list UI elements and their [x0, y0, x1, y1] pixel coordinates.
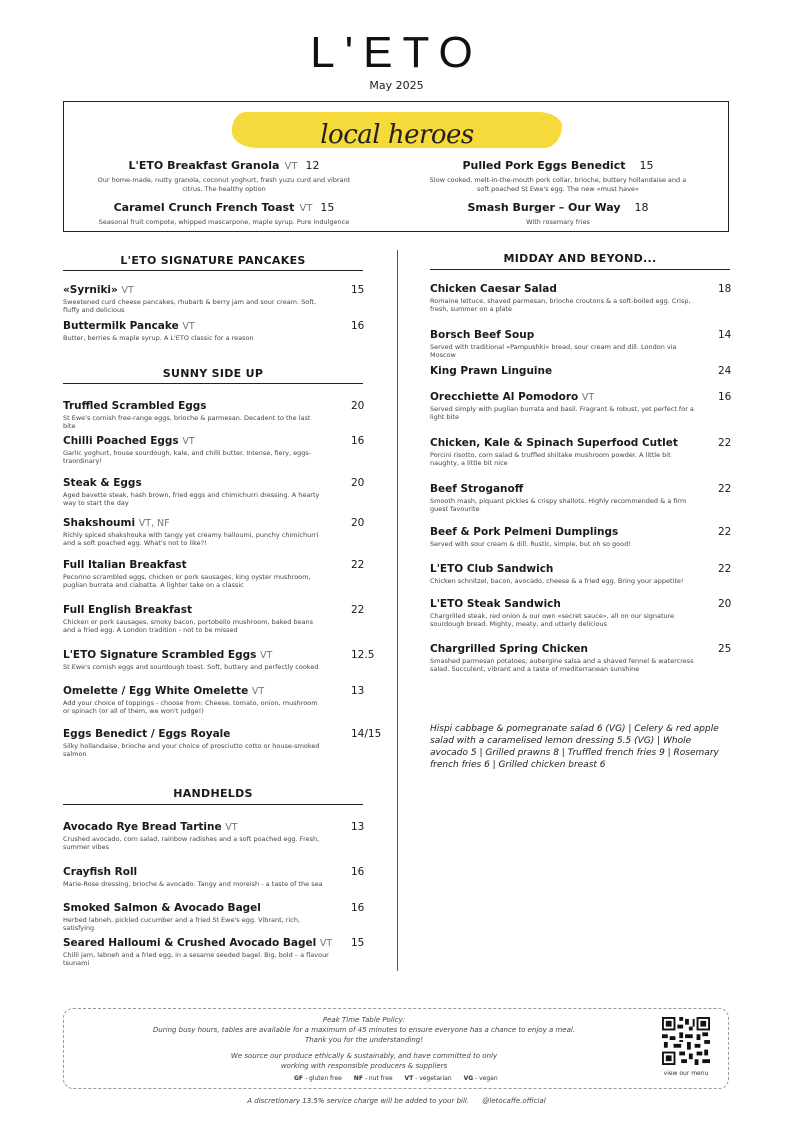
item-name: Beef Stroganoff	[430, 483, 524, 495]
item-name: Caramel Crunch French Toast	[113, 201, 295, 214]
item-name: Orecchiette Al Pomodoro	[430, 391, 579, 403]
footer-note: A discretionary 13.5% service charge will be added to your bill. @letocaffe.official	[247, 1097, 546, 1105]
item-desc: Served with sour cream & dill. Rustic, simple, but oh so good!	[430, 540, 631, 548]
heroes-title: local heroes	[320, 120, 474, 150]
item-desc: Pecorino scrambled eggs, chicken or pork sausages, king oyster mushroom, puglian burrata and ciabatta. A lighter take on a classic	[63, 573, 311, 590]
item-desc: Chargrilled steak, red onion & our own «secret sauce», all on our signature sourdough bread. Mighty, meaty, and utterly delicious	[430, 612, 675, 629]
item-name: Crayfish Roll	[63, 866, 138, 878]
menu-item	[63, 477, 365, 508]
section-title-handhelds: HANDHELDS	[173, 787, 253, 800]
column-divider	[397, 250, 398, 971]
item-desc: St Ewe's cornish free-range eggs, brioche & parmesan. Decadent to the last bite	[63, 414, 311, 431]
item-desc: Our home-made, nutty granola, coconut yoghurt, fresh yuzu curd and vibrant citrus. The healthy option	[97, 176, 351, 193]
item-price: 13	[351, 685, 365, 697]
item-price: 15	[639, 159, 654, 172]
item-tag: VT	[121, 285, 134, 296]
policy-text: During busy hours, tables are available for a maximum of 45 minutes to ensure everyone has a chance to enjoy a meal.	[152, 1026, 576, 1034]
menu-item	[430, 598, 732, 629]
menu-item	[63, 284, 365, 315]
item-name: Shakshoumi	[63, 517, 136, 529]
item-tag: VT	[260, 650, 273, 661]
menu-item	[430, 329, 732, 360]
item-name: Full Italian Breakfast	[63, 559, 187, 571]
hero-item	[74, 196, 374, 227]
menu-item	[63, 728, 382, 759]
section-title-pancakes: L'ETO SIGNATURE PANCAKES	[120, 254, 306, 267]
menu-item	[430, 391, 732, 422]
menu-item	[63, 604, 365, 635]
item-price: 16	[351, 435, 365, 447]
item-price: 22	[718, 437, 732, 449]
item-name: Chargrilled Spring Chicken	[430, 643, 589, 655]
legend-code: VT	[404, 1075, 414, 1082]
item-name: Full English Breakfast	[63, 604, 193, 616]
item-price: 16	[718, 391, 732, 403]
item-name: Seared Halloumi & Crushed Avocado Bagel	[63, 937, 317, 949]
item-tag: VT	[581, 392, 595, 403]
item-desc: Smashed parmesan potatoes, aubergine salsa and a shaved fennel & watercress salad. Succulent, vibrant and a taste of mediterranean sunshine	[430, 657, 694, 674]
item-name: Truffled Scrambled Eggs	[63, 400, 207, 412]
legend-label: - nut free	[362, 1075, 393, 1082]
item-name: Buttermilk Pancake	[63, 320, 179, 332]
item-price: 25	[718, 643, 732, 655]
item-name: Avocado Rye Bread Tartine	[63, 821, 222, 833]
item-price: 12	[305, 159, 320, 172]
item-desc: Served with traditional «Pampushki» bread, sour cream and dill. London via Moscow	[430, 343, 677, 360]
item-desc: Add your choice of toppings - choose from: Cheese, tomato, onion, mushroom or spinach (or all of them, we won't judge!)	[63, 699, 318, 716]
item-name: Eggs Benedict / Eggs Royale	[63, 728, 231, 740]
item-desc: Butter, berries & maple syrup. A L'ETO classic for a reason	[63, 334, 254, 342]
menu-date: May 2025	[369, 79, 424, 92]
item-desc: Silky hollandaise, brioche and your choice of prosciutto cotto or house-smoked salmon	[63, 742, 320, 759]
menu-item	[63, 517, 365, 548]
item-desc: Sweetened curd cheese pancakes, rhubarb & berry jam and sour cream. Soft, fluffy and delicious	[63, 298, 317, 315]
item-name: Chicken Caesar Salad	[430, 283, 557, 295]
item-price: 15	[351, 284, 365, 296]
policy-box	[63, 1008, 729, 1089]
heroes-banner-brushstroke	[232, 112, 562, 148]
hero-item	[74, 154, 374, 194]
item-desc: Marie-Rose dressing, brioche & avocado. Tangy and moreish - a taste of the sea	[63, 880, 323, 888]
item-price: 14	[718, 329, 732, 341]
item-name: Pulled Pork Eggs Benedict	[462, 159, 626, 172]
sourcing-text: working with responsible producers & suppliers	[280, 1062, 448, 1070]
item-name: «Syrniki»	[63, 284, 118, 296]
item-desc: Garlic yoghurt, house sourdough, kale, and chilli butter. Intense, fiery, eggs-traordinary!	[63, 449, 312, 466]
item-desc: Richly spiced shakshouka with tangy yet creamy halloumi, punchy chimichurri and a soft poached egg. What's not to like?!	[63, 531, 319, 548]
item-name: Chicken, Kale & Spinach Superfood Cutlet	[430, 437, 678, 449]
section-rule	[63, 383, 363, 384]
local-heroes-box	[63, 101, 729, 232]
item-price: 22	[718, 563, 732, 575]
item-tag: VT	[182, 321, 195, 332]
item-price: 24	[718, 365, 732, 377]
section-rule	[430, 269, 730, 270]
item-tag: VT	[182, 436, 195, 447]
item-price: 15	[320, 201, 335, 214]
sides-list: Hispi cabbage & pomegranate salad 6 (VG) | Celery & red apple salad with a caramelised lemon dressing 5.5 (VG) | Whole avocado 5 | Grilled prawns 8 | Truffled french fries 9 | Rosemary french fries 6 | Grilled chicken breast 6	[430, 724, 719, 771]
item-desc: Aged bavette steak, hash brown, fried eggs and chimichurri dressing. A hearty way to start the day	[63, 491, 320, 508]
item-name: L'ETO Club Sandwich	[430, 563, 554, 575]
item-price: 16	[351, 866, 365, 878]
section-rule	[63, 270, 363, 271]
menu-item	[63, 821, 365, 852]
item-price: 16	[351, 320, 365, 332]
menu-item	[63, 937, 365, 968]
legend-code: GF	[294, 1075, 304, 1082]
item-desc: Crushed avocado, corn salad, rainbow radishes and a soft poached egg. Fresh, summer vibes	[63, 835, 320, 852]
item-price: 14/15	[351, 728, 382, 740]
legend-code: VG	[463, 1075, 474, 1082]
item-tag: VT	[299, 203, 313, 214]
item-name: Borsch Beef Soup	[430, 329, 535, 341]
dietary-legend	[294, 1075, 498, 1082]
item-price: 18	[718, 283, 732, 295]
legend-label: - vegan	[473, 1075, 498, 1082]
menu-item	[430, 483, 732, 514]
item-price: 16	[351, 902, 365, 914]
item-desc: Romaine lettuce, shaved parmesan, brioche croutons & a soft-boiled egg. Crisp, fresh, summer on a plate	[430, 297, 691, 314]
menu-item	[430, 283, 732, 314]
legend-code: NF	[353, 1075, 363, 1082]
item-name: Smash Burger – Our Way	[467, 201, 621, 214]
qr-code-icon[interactable]	[662, 1017, 710, 1065]
item-tag: VT	[284, 161, 298, 172]
menu-item	[63, 435, 365, 466]
menu-item	[430, 437, 732, 468]
item-price: 22	[718, 526, 732, 538]
item-price: 18	[634, 201, 649, 214]
section-title-sunny: SUNNY SIDE UP	[162, 367, 264, 380]
item-desc: Chicken or pork sausages, smoky bacon, portobello mushroom, baked beans and a fried egg. A London tradition - not to be missed	[63, 618, 314, 635]
policy-heading: Peak Time Table Policy:	[322, 1016, 406, 1024]
item-desc: Porcini risotto, corn salad & truffled shiitake mushroom powder. A little bit naughty, a little bit nice	[430, 451, 671, 468]
item-tag: VT	[319, 938, 333, 949]
item-desc: St Ewe's cornish eggs and sourdough toast. Soft, buttery and perfectly cooked	[63, 663, 319, 671]
menu-item	[63, 400, 365, 431]
item-price: 13	[351, 821, 365, 833]
item-price: 20	[351, 517, 365, 529]
item-price: 22	[351, 604, 365, 616]
item-price: 15	[351, 937, 365, 949]
item-name: Beef & Pork Pelmeni Dumplings	[430, 526, 619, 538]
menu-item	[63, 649, 375, 671]
item-desc: Smooth mash, piquant pickles & crispy shallots. Highly recommended & a firm guest favourite	[430, 497, 687, 514]
item-desc: With rosemary fries	[526, 218, 590, 226]
item-name: L'ETO Signature Scrambled Eggs	[63, 649, 257, 661]
item-price: 20	[718, 598, 732, 610]
menu-item	[430, 365, 732, 377]
item-price: 20	[351, 400, 365, 412]
hero-item	[408, 196, 708, 227]
item-desc: Served simply with puglian burrata and basil. Fragrant & robust, yet perfect for a light bite	[430, 405, 694, 422]
menu-item	[430, 643, 732, 674]
item-tag: VT	[225, 822, 238, 833]
item-name: Omelette / Egg White Omelette	[63, 685, 249, 697]
item-tag: VT, NF	[138, 518, 170, 529]
item-name: L'ETO Steak Sandwich	[430, 598, 561, 610]
menu-item	[430, 563, 732, 585]
item-price: 20	[351, 477, 365, 489]
item-name: Steak & Eggs	[63, 477, 142, 489]
hero-item	[408, 154, 708, 194]
menu-item	[430, 526, 732, 548]
legend-label: - vegetarian	[413, 1075, 452, 1082]
item-desc: Slow cooked, melt-in-the-mouth pork collar, brioche, buttery hollandaise and a soft poached St Ewe's egg. The new «must have»	[429, 176, 687, 193]
item-desc: Chicken schnitzel, bacon, avocado, cheese & a fried egg. Bring your appetite!	[430, 577, 684, 585]
item-name: Chilli Poached Eggs	[63, 435, 179, 447]
restaurant-logo: L'ETO	[310, 28, 483, 77]
item-name: King Prawn Linguine	[430, 365, 553, 377]
sourcing-text: We source our produce ethically & sustainably, and have committed to only	[230, 1052, 498, 1060]
item-name: Smoked Salmon & Avocado Bagel	[63, 902, 261, 914]
policy-text: Thank you for the understanding!	[304, 1036, 424, 1044]
qr-label: view our menu	[663, 1070, 709, 1077]
item-price: 12.5	[351, 649, 375, 661]
item-desc: Herbed labneh, pickled cucumber and a fried St Ewe's egg. Vibrant, rich, satisfying	[63, 916, 301, 933]
menu-item	[63, 902, 365, 933]
item-desc: Seasonal fruit compote, whipped mascarpone, maple syrup. Pure indulgence	[98, 218, 350, 226]
section-title-midday: MIDDAY AND BEYOND...	[503, 252, 657, 265]
menu-item	[63, 559, 365, 590]
item-desc: Chilli jam, labneh and a fried egg, in a sesame seeded bagel. Big, bold – a flavour tsunami	[63, 951, 329, 968]
item-name: L'ETO Breakfast Granola	[128, 159, 280, 172]
legend-label: - gluten free	[303, 1075, 342, 1082]
item-price: 22	[718, 483, 732, 495]
item-tag: VT	[251, 686, 265, 697]
menu-item	[63, 685, 365, 716]
item-price: 22	[351, 559, 365, 571]
menu-item	[63, 866, 365, 888]
menu-item	[63, 320, 365, 342]
section-rule	[63, 804, 363, 805]
